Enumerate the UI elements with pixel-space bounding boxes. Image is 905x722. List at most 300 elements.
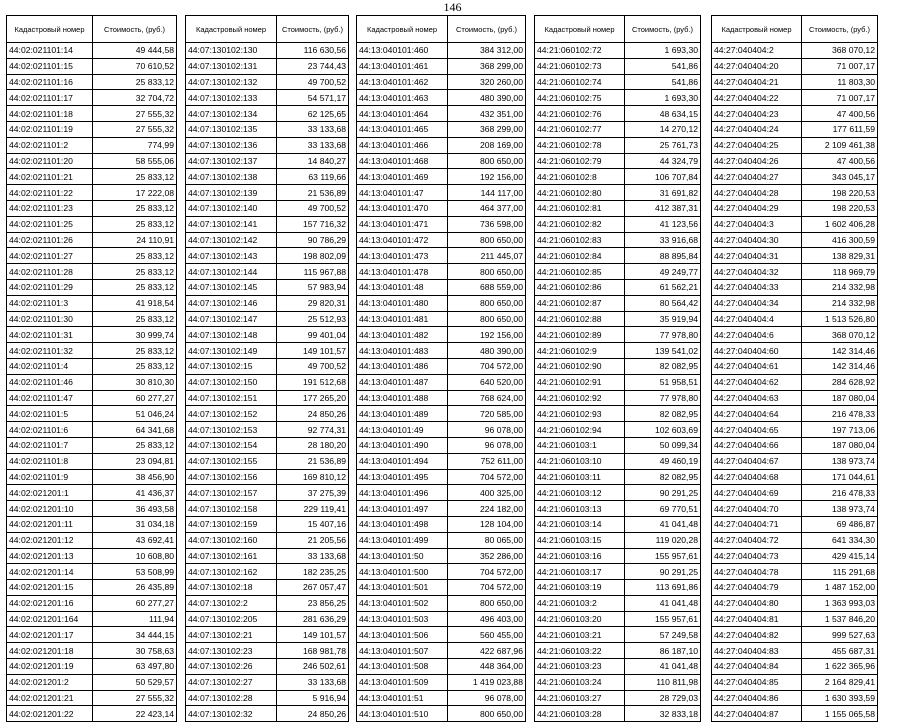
cost-value: 455 687,31 [802,643,878,659]
cadastral-number: 44:07:130102:151 [186,390,277,406]
cadastral-number: 44:07:130102:160 [186,532,277,548]
table-row [186,469,349,485]
table-row [712,595,878,611]
cost-value: 28 180,20 [277,437,349,453]
table-row [712,279,878,295]
cadastral-number: 44:07:130102:138 [186,169,277,185]
table-row [357,390,526,406]
cost-value: 800 650,00 [448,706,526,722]
table-row [712,374,878,390]
table-row [535,580,701,596]
cadastral-number: 44:02:021201:18 [7,643,93,659]
cost-value: 25 833,12 [93,279,177,295]
cadastral-number: 44:07:130102:137 [186,153,277,169]
cadastral-number: 44:02:021101:8 [7,453,93,469]
cost-value: 352 286,00 [448,548,526,564]
cost-value: 37 275,39 [277,485,349,501]
cost-value: 99 401,04 [277,327,349,343]
cost-value: 216 478,33 [802,485,878,501]
table-row [712,690,878,706]
cost-value: 187 080,04 [802,437,878,453]
table-row [357,564,526,580]
table-row [186,327,349,343]
table-row [712,358,878,374]
cost-value: 284 628,92 [802,374,878,390]
cost-value: 155 957,61 [625,611,701,627]
cost-value: 82 082,95 [625,358,701,374]
table-row [535,422,701,438]
cost-value: 197 713,06 [802,422,878,438]
table-row [7,90,177,106]
table-row [357,295,526,311]
cost-value: 142 314,46 [802,358,878,374]
table-row [7,295,177,311]
table-row [7,485,177,501]
cadastral-number: 44:27:040404:4 [712,311,802,327]
cadastral-number: 44:02:021101:20 [7,153,93,169]
cadastral-number: 44:02:021101:27 [7,248,93,264]
table-row [712,643,878,659]
table-row [357,532,526,548]
table-row [7,422,177,438]
cost-value: 102 603,69 [625,422,701,438]
cadastral-number: 44:21:060103:22 [535,643,625,659]
table-row [535,74,701,90]
table-row [357,279,526,295]
cadastral-number: 44:13:040101:495 [357,469,448,485]
cost-value: 480 390,00 [448,343,526,359]
table-row [186,216,349,232]
cost-value: 43 692,41 [93,532,177,548]
table-row [357,595,526,611]
cadastral-number: 44:27:040404:71 [712,516,802,532]
table-row [7,501,177,517]
cadastral-number: 44:02:021101:21 [7,169,93,185]
cadastral-number: 44:13:040101:497 [357,501,448,517]
table-row [535,106,701,122]
table-row [357,485,526,501]
table-row [357,501,526,517]
cadastral-number: 44:13:040101:465 [357,121,448,137]
cost-value: 25 512,93 [277,311,349,327]
cost-value: 113 691,86 [625,580,701,596]
table-row [357,374,526,390]
table-row [7,564,177,580]
cost-value: 800 650,00 [448,311,526,327]
cost-value: 49 700,52 [277,200,349,216]
cost-value: 139 541,02 [625,343,701,359]
cadastral-number: 44:13:040101:508 [357,659,448,675]
cadastral-number: 44:27:040404:22 [712,90,802,106]
cadastral-number: 44:13:040101:468 [357,153,448,169]
cadastral-number: 44:21:060103:11 [535,469,625,485]
cadastral-number: 44:27:040404:64 [712,406,802,422]
table-row [357,690,526,706]
table-row [186,580,349,596]
cadastral-number: 44:21:060103:28 [535,706,625,722]
cost-value: 149 101,57 [277,627,349,643]
table-row [535,185,701,201]
table-row [357,611,526,627]
cadastral-number: 44:13:040101:462 [357,74,448,90]
table-row [186,358,349,374]
table-row [7,232,177,248]
table-row [357,469,526,485]
table-row [535,153,701,169]
cost-value: 90 291,25 [625,485,701,501]
cadastral-number: 44:07:130102:141 [186,216,277,232]
cost-value: 77 978,80 [625,327,701,343]
table-row [712,185,878,201]
cadastral-number: 44:07:130102:134 [186,106,277,122]
cost-value: 34 444,15 [93,627,177,643]
cost-value: 464 377,00 [448,200,526,216]
table-row [535,200,701,216]
cadastral-number: 44:13:040101:483 [357,343,448,359]
cost-value: 118 969,79 [802,264,878,280]
cadastral-number: 44:27:040404:63 [712,390,802,406]
table-row [7,343,177,359]
cadastral-number: 44:07:130102:27 [186,674,277,690]
cost-value: 704 572,00 [448,564,526,580]
cadastral-number: 44:13:040101:49 [357,422,448,438]
header-number: Кадастровый номер [357,16,448,43]
cadastral-number: 44:13:040101:464 [357,106,448,122]
cadastral-number: 44:02:021101:2 [7,137,93,153]
cost-value: 110 811,98 [625,674,701,690]
table-row [357,90,526,106]
table-row [535,406,701,422]
cost-value: 208 169,00 [448,137,526,153]
cost-value: 368 070,12 [802,327,878,343]
table-row [7,200,177,216]
table-row [535,690,701,706]
cadastral-number: 44:07:130102:152 [186,406,277,422]
cadastral-number: 44:27:040404:70 [712,501,802,517]
table-row [712,501,878,517]
cadastral-number: 44:02:021101:46 [7,374,93,390]
cadastral-number: 44:02:021201:11 [7,516,93,532]
cadastral-number: 44:21:060102:85 [535,264,625,280]
table-row [357,343,526,359]
table-row [357,358,526,374]
table-row [712,516,878,532]
table-row [535,90,701,106]
cadastral-number: 44:07:130102:133 [186,90,277,106]
header-number: Кадастровый номер [7,16,93,43]
cadastral-number: 44:07:130102:146 [186,295,277,311]
table-row [7,121,177,137]
table-row [712,706,878,722]
cadastral-number: 44:27:040404:30 [712,232,802,248]
cost-value: 111,94 [93,611,177,627]
cost-value: 33 133,68 [277,548,349,564]
cost-value: 214 332,98 [802,279,878,295]
table-row [535,643,701,659]
table-row [712,343,878,359]
table-row [357,74,526,90]
cadastral-number: 44:02:021101:47 [7,390,93,406]
cadastral-number: 44:21:060102:86 [535,279,625,295]
cadastral-number: 44:07:130102:2 [186,595,277,611]
cost-value: 51 958,51 [625,374,701,390]
cadastral-number: 44:21:060103:21 [535,627,625,643]
cadastral-number: 44:07:130102:154 [186,437,277,453]
table-row [7,248,177,264]
table-row [712,453,878,469]
cost-value: 368 070,12 [802,43,878,59]
cost-value: 155 957,61 [625,548,701,564]
cadastral-number: 44:07:130102:140 [186,200,277,216]
cost-value: 44 324,79 [625,153,701,169]
table-row [186,311,349,327]
cadastral-number: 44:02:021201:10 [7,501,93,517]
cost-value: 35 919,94 [625,311,701,327]
cost-value: 1 487 152,00 [802,580,878,596]
table-row [535,264,701,280]
cost-value: 41 436,37 [93,485,177,501]
cadastral-number: 44:07:130102:139 [186,185,277,201]
cadastral-number: 44:21:060103:24 [535,674,625,690]
cost-value: 25 833,12 [93,358,177,374]
table-row [186,374,349,390]
cost-value: 23 094,81 [93,453,177,469]
cost-value: 541,86 [625,74,701,90]
table-row [357,216,526,232]
table-row [357,311,526,327]
table-row [712,659,878,675]
table-row [712,437,878,453]
cadastral-number: 44:21:060102:82 [535,216,625,232]
cost-value: 384 312,00 [448,43,526,59]
cost-value: 116 630,56 [277,43,349,59]
cadastral-number: 44:27:040404:34 [712,295,802,311]
cost-value: 138 973,74 [802,501,878,517]
cost-value: 61 562,21 [625,279,701,295]
cost-value: 70 610,52 [93,58,177,74]
cadastral-number: 44:07:130102:28 [186,690,277,706]
table-row [535,595,701,611]
cadastral-number: 44:21:060102:91 [535,374,625,390]
cost-value: 688 559,00 [448,279,526,295]
cost-value: 47 400,56 [802,153,878,169]
cost-value: 800 650,00 [448,295,526,311]
cost-value: 33 133,68 [277,121,349,137]
cadastral-number: 44:13:040101:466 [357,137,448,153]
table-row [7,185,177,201]
table-row [535,43,701,59]
table-row [535,532,701,548]
cost-value: 171 044,61 [802,469,878,485]
table-row [535,343,701,359]
cost-value: 229 119,41 [277,501,349,517]
cost-value: 25 833,12 [93,248,177,264]
cost-value: 31 691,82 [625,185,701,201]
header-cost: Стоимость, (руб.) [277,16,349,43]
cost-value: 57 249,58 [625,627,701,643]
cadastral-number: 44:21:060103:10 [535,453,625,469]
table-row [186,200,349,216]
cost-value: 214 332,98 [802,295,878,311]
table-row [186,106,349,122]
cadastral-number: 44:21:060102:74 [535,74,625,90]
cadastral-number: 44:02:021101:29 [7,279,93,295]
cost-value: 15 407,16 [277,516,349,532]
table-row [7,358,177,374]
table-row [186,690,349,706]
cadastral-number: 44:27:040404:23 [712,106,802,122]
cadastral-number: 44:27:040404:68 [712,469,802,485]
cost-value: 14 270,12 [625,121,701,137]
cost-value: 800 650,00 [448,153,526,169]
cost-value: 138 829,31 [802,248,878,264]
cost-value: 80 564,42 [625,295,701,311]
cost-value: 48 634,15 [625,106,701,122]
cadastral-number: 44:07:130102:159 [186,516,277,532]
cadastral-number: 44:27:040404:66 [712,437,802,453]
cadastral-number: 44:27:040404:25 [712,137,802,153]
cadastral-number: 44:02:021101:5 [7,406,93,422]
cadastral-number: 44:13:040101:473 [357,248,448,264]
cost-value: 41 918,54 [93,295,177,311]
table-row [535,564,701,580]
table-row [712,532,878,548]
table-row [357,248,526,264]
cost-value: 50 099,34 [625,437,701,453]
table-row [7,674,177,690]
cost-value: 57 983,94 [277,279,349,295]
table-row [535,485,701,501]
table-row [712,548,878,564]
cost-value: 177 265,20 [277,390,349,406]
cadastral-number: 44:07:130102:142 [186,232,277,248]
cadastral-number: 44:02:021201:14 [7,564,93,580]
cadastral-number: 44:02:021101:18 [7,106,93,122]
cost-value: 1 363 993,03 [802,595,878,611]
table-row [7,437,177,453]
cadastral-number: 44:21:060102:78 [535,137,625,153]
cost-value: 11 803,30 [802,74,878,90]
cost-value: 752 611,00 [448,453,526,469]
cadastral-number: 44:27:040404:61 [712,358,802,374]
table-row [7,595,177,611]
table-row [186,58,349,74]
page-number: 146 [443,0,462,14]
table-row [535,232,701,248]
table-row [357,659,526,675]
table-row [357,437,526,453]
table-row [186,659,349,675]
cadastral-number: 44:27:040404:80 [712,595,802,611]
cost-value: 58 555,06 [93,153,177,169]
cadastral-number: 44:27:040404:21 [712,74,802,90]
cadastral-number: 44:21:060102:73 [535,58,625,74]
cadastral-number: 44:21:060102:89 [535,327,625,343]
table-row [712,216,878,232]
cadastral-number: 44:27:040404:86 [712,690,802,706]
table-row [7,643,177,659]
table-row [712,74,878,90]
cost-value: 28 729,03 [625,690,701,706]
table-row [186,516,349,532]
table-row [712,627,878,643]
cadastral-number: 44:07:130102:162 [186,564,277,580]
cost-value: 62 125,65 [277,106,349,122]
cost-value: 88 895,84 [625,248,701,264]
cadastral-number: 44:07:130102:205 [186,611,277,627]
table-row [357,58,526,74]
cadastral-number: 44:07:130102:153 [186,422,277,438]
table-row [712,674,878,690]
table-row [7,153,177,169]
cadastral-number: 44:02:021201:12 [7,532,93,548]
cadastral-number: 44:13:040101:463 [357,90,448,106]
cadastral-table-3 [356,15,526,722]
table-row [7,137,177,153]
cadastral-number: 44:27:040404:33 [712,279,802,295]
table-row [712,311,878,327]
table-row [186,90,349,106]
cost-value: 774,99 [93,137,177,153]
table-row [186,564,349,580]
cadastral-number: 44:07:130102:136 [186,137,277,153]
cadastral-number: 44:02:021201:1 [7,485,93,501]
table-row [357,422,526,438]
table-row [186,74,349,90]
table-row [186,43,349,59]
cost-value: 704 572,00 [448,580,526,596]
cadastral-number: 44:13:040101:461 [357,58,448,74]
cost-value: 17 222,08 [93,185,177,201]
cadastral-number: 44:27:040404:87 [712,706,802,722]
table-row [7,327,177,343]
table-row [7,58,177,74]
table-row [7,469,177,485]
cost-value: 106 707,84 [625,169,701,185]
cost-value: 400 325,00 [448,485,526,501]
cadastral-table-5 [711,15,878,722]
cost-value: 800 650,00 [448,264,526,280]
cost-value: 31 034,18 [93,516,177,532]
cost-value: 800 650,00 [448,232,526,248]
table-row [357,121,526,137]
cost-value: 157 716,32 [277,216,349,232]
cadastral-number: 44:02:021101:26 [7,232,93,248]
table-row [7,406,177,422]
table-row [186,137,349,153]
table-row [186,706,349,722]
table-row [535,358,701,374]
cost-value: 25 833,12 [93,264,177,280]
table-row [535,437,701,453]
table-row [7,279,177,295]
cost-value: 128 104,00 [448,516,526,532]
cadastral-number: 44:02:021201:22 [7,706,93,722]
cadastral-number: 44:02:021101:6 [7,422,93,438]
cadastral-number: 44:13:040101:51 [357,690,448,706]
cost-value: 25 833,12 [93,311,177,327]
cost-value: 30 758,63 [93,643,177,659]
cadastral-number: 44:07:130102:18 [186,580,277,596]
table-row [712,232,878,248]
cost-value: 54 571,17 [277,90,349,106]
table-row [7,216,177,232]
cadastral-number: 44:27:040404:29 [712,200,802,216]
table-row [186,643,349,659]
cadastral-number: 44:13:040101:496 [357,485,448,501]
cadastral-number: 44:02:021101:30 [7,311,93,327]
table-row [186,548,349,564]
